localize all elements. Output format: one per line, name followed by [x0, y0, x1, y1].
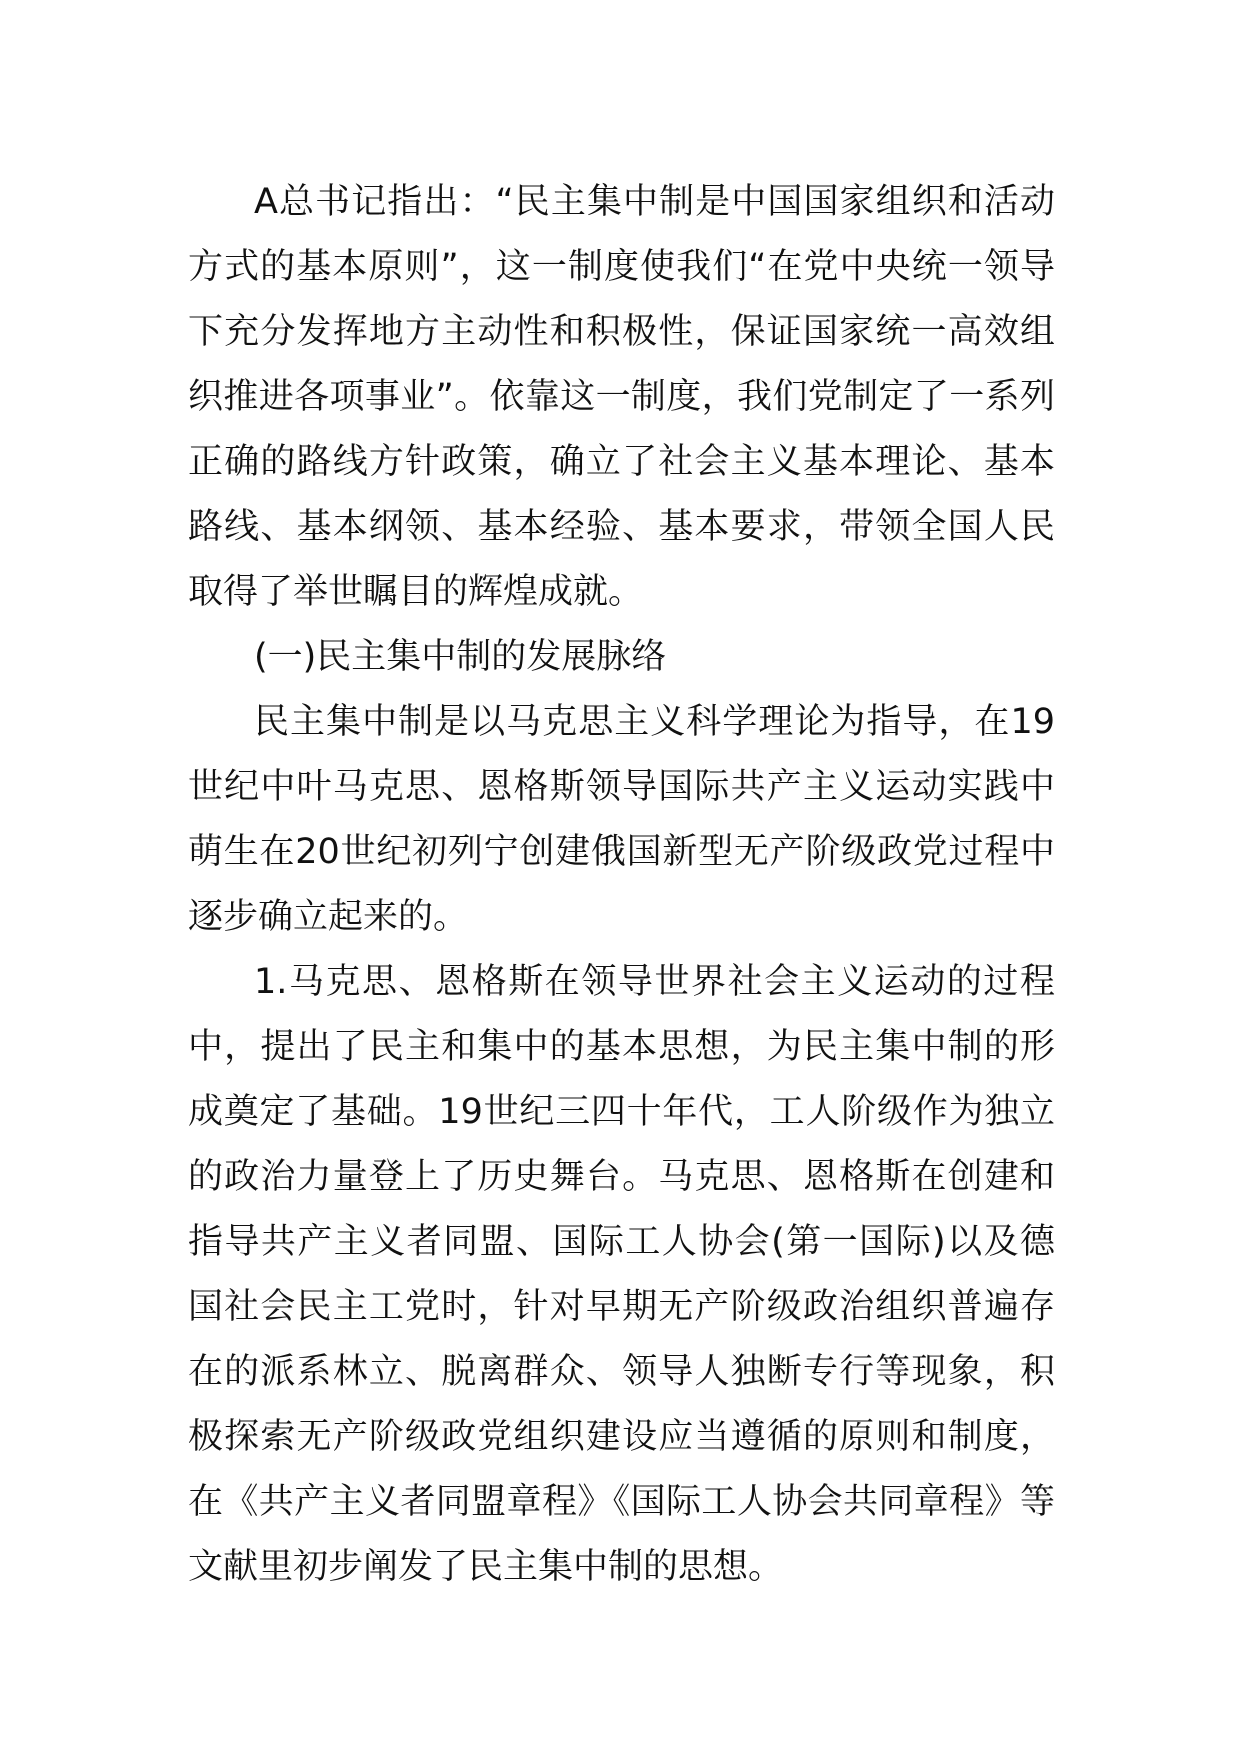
paragraph-marx-engels: 1.马克思、恩格斯在领导世界社会主义运动的过程中，提出了民主和集中的基本思想，为民主集中制的形成奠定了基础。19世纪三四十年代，工人阶级作为独立的政治力量登上了历史舞台。马克思、恩格斯在创建和指导共产主义者同盟、国际工人协会(第一国际)以及德国社会民主工党时，针对早期无产阶级政治组织普遍存在的派系林立、脱离群众、领导人独断专行等现象，积极探索无产阶级政党组织建设应当遵循的原则和制度，在《共产主义者同盟章程》《国际工人协会共同章程》等文献里初步阐发了民主集中制的思想。	[188, 962, 1055, 1587]
paragraph-intro: A总书记指出：“民主集中制是中国国家组织和活动方式的基本原则”，这一制度使我们“在党中央统一领导下充分发挥地方主动性和积极性，保证国家统一高效组织推进各项事业”。依靠这一制度，我们党制定了一系列正确的路线方针政策，确立了社会主义基本理论、基本路线、基本纲领、基本经验、基本要求，带领全国人民取得了举世瞩目的辉煌成就。	[188, 182, 1055, 612]
paragraph-origin: 民主集中制是以马克思主义科学理论为指导，在19世纪中叶马克思、恩格斯领导国际共产主义运动实践中萌生在20世纪初列宁创建俄国新型无产阶级政党过程中逐步确立起来的。	[188, 702, 1055, 937]
section-heading: (一)民主集中制的发展脉络	[254, 637, 667, 677]
document-page	[188, 170, 1055, 1600]
